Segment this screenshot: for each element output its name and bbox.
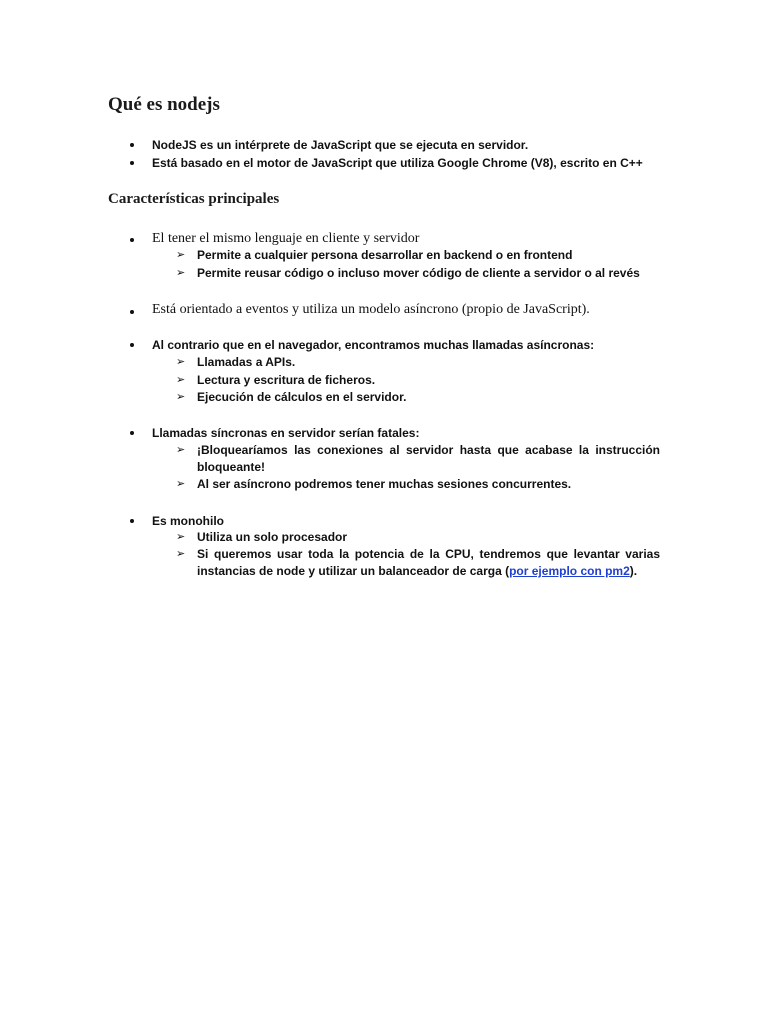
- arrow-icon: ➢: [176, 478, 186, 490]
- page-title: Qué es nodejs: [108, 94, 220, 115]
- sub-item-text: ¡Bloquearíamos las conexiones al servidor hasta que acabase la instrucción bloqueante!: [197, 443, 660, 474]
- arrow-icon: ➢: [176, 548, 186, 560]
- bullet-text: Llamadas síncronas en servidor serían fatales:: [152, 426, 420, 440]
- sub-item-text: Permite reusar código o incluso mover código de cliente a servidor o al revés: [197, 266, 640, 280]
- bullet-text: Al contrario que en el navegador, encontramos muchas llamadas asíncronas:: [152, 338, 595, 352]
- sub-item-text: Ejecución de cálculos en el servidor.: [197, 390, 407, 404]
- bullet-icon: [130, 519, 134, 523]
- sub-item-text: [197, 546, 660, 580]
- bullet-icon: [130, 143, 134, 147]
- bullet-icon: [130, 343, 134, 347]
- arrow-icon: ➢: [176, 444, 186, 456]
- arrow-icon: ➢: [176, 374, 186, 386]
- sub-item-text: Lectura y escritura de ficheros.: [197, 373, 376, 387]
- arrow-icon: ➢: [176, 356, 186, 368]
- sub-item-text: Llamadas a APIs.: [197, 355, 296, 369]
- sub-item-text: Permite a cualquier persona desarrollar en backend o en frontend: [197, 248, 573, 262]
- arrow-icon: ➢: [176, 267, 186, 279]
- bullet-icon: [130, 161, 134, 165]
- sub-item-text: Al ser asíncrono podremos tener muchas sesiones concurrentes.: [197, 477, 572, 491]
- bullet-text: Está basado en el motor de JavaScript que utiliza Google Chrome (V8), escrito en C++: [152, 156, 643, 170]
- sub-item-text-part: Si queremos usar toda la potencia de la CPU, tendremos que levantar varias instancias de node y utilizar un balanceador de carga (: [197, 547, 660, 578]
- bullet-text: Está orientado a eventos y utiliza un modelo asíncrono (propio de JavaScript).: [152, 302, 590, 317]
- arrow-icon: ➢: [176, 391, 186, 403]
- bullet-icon: [130, 431, 134, 435]
- arrow-icon: ➢: [176, 531, 186, 543]
- pm2-link[interactable]: por ejemplo con pm2: [509, 564, 630, 578]
- bullet-icon: [130, 310, 134, 314]
- bullet-text: NodeJS es un intérprete de JavaScript que se ejecuta en servidor.: [152, 138, 529, 152]
- sub-item-text: Utiliza un solo procesador: [197, 530, 348, 544]
- bullet-text: Es monohilo: [152, 514, 224, 528]
- bullet-icon: [130, 238, 134, 242]
- bullet-text: El tener el mismo lenguaje en cliente y servidor: [152, 231, 420, 246]
- arrow-icon: ➢: [176, 249, 186, 261]
- section-title: Características principales: [108, 191, 280, 207]
- sub-item-text-end: ).: [629, 564, 638, 578]
